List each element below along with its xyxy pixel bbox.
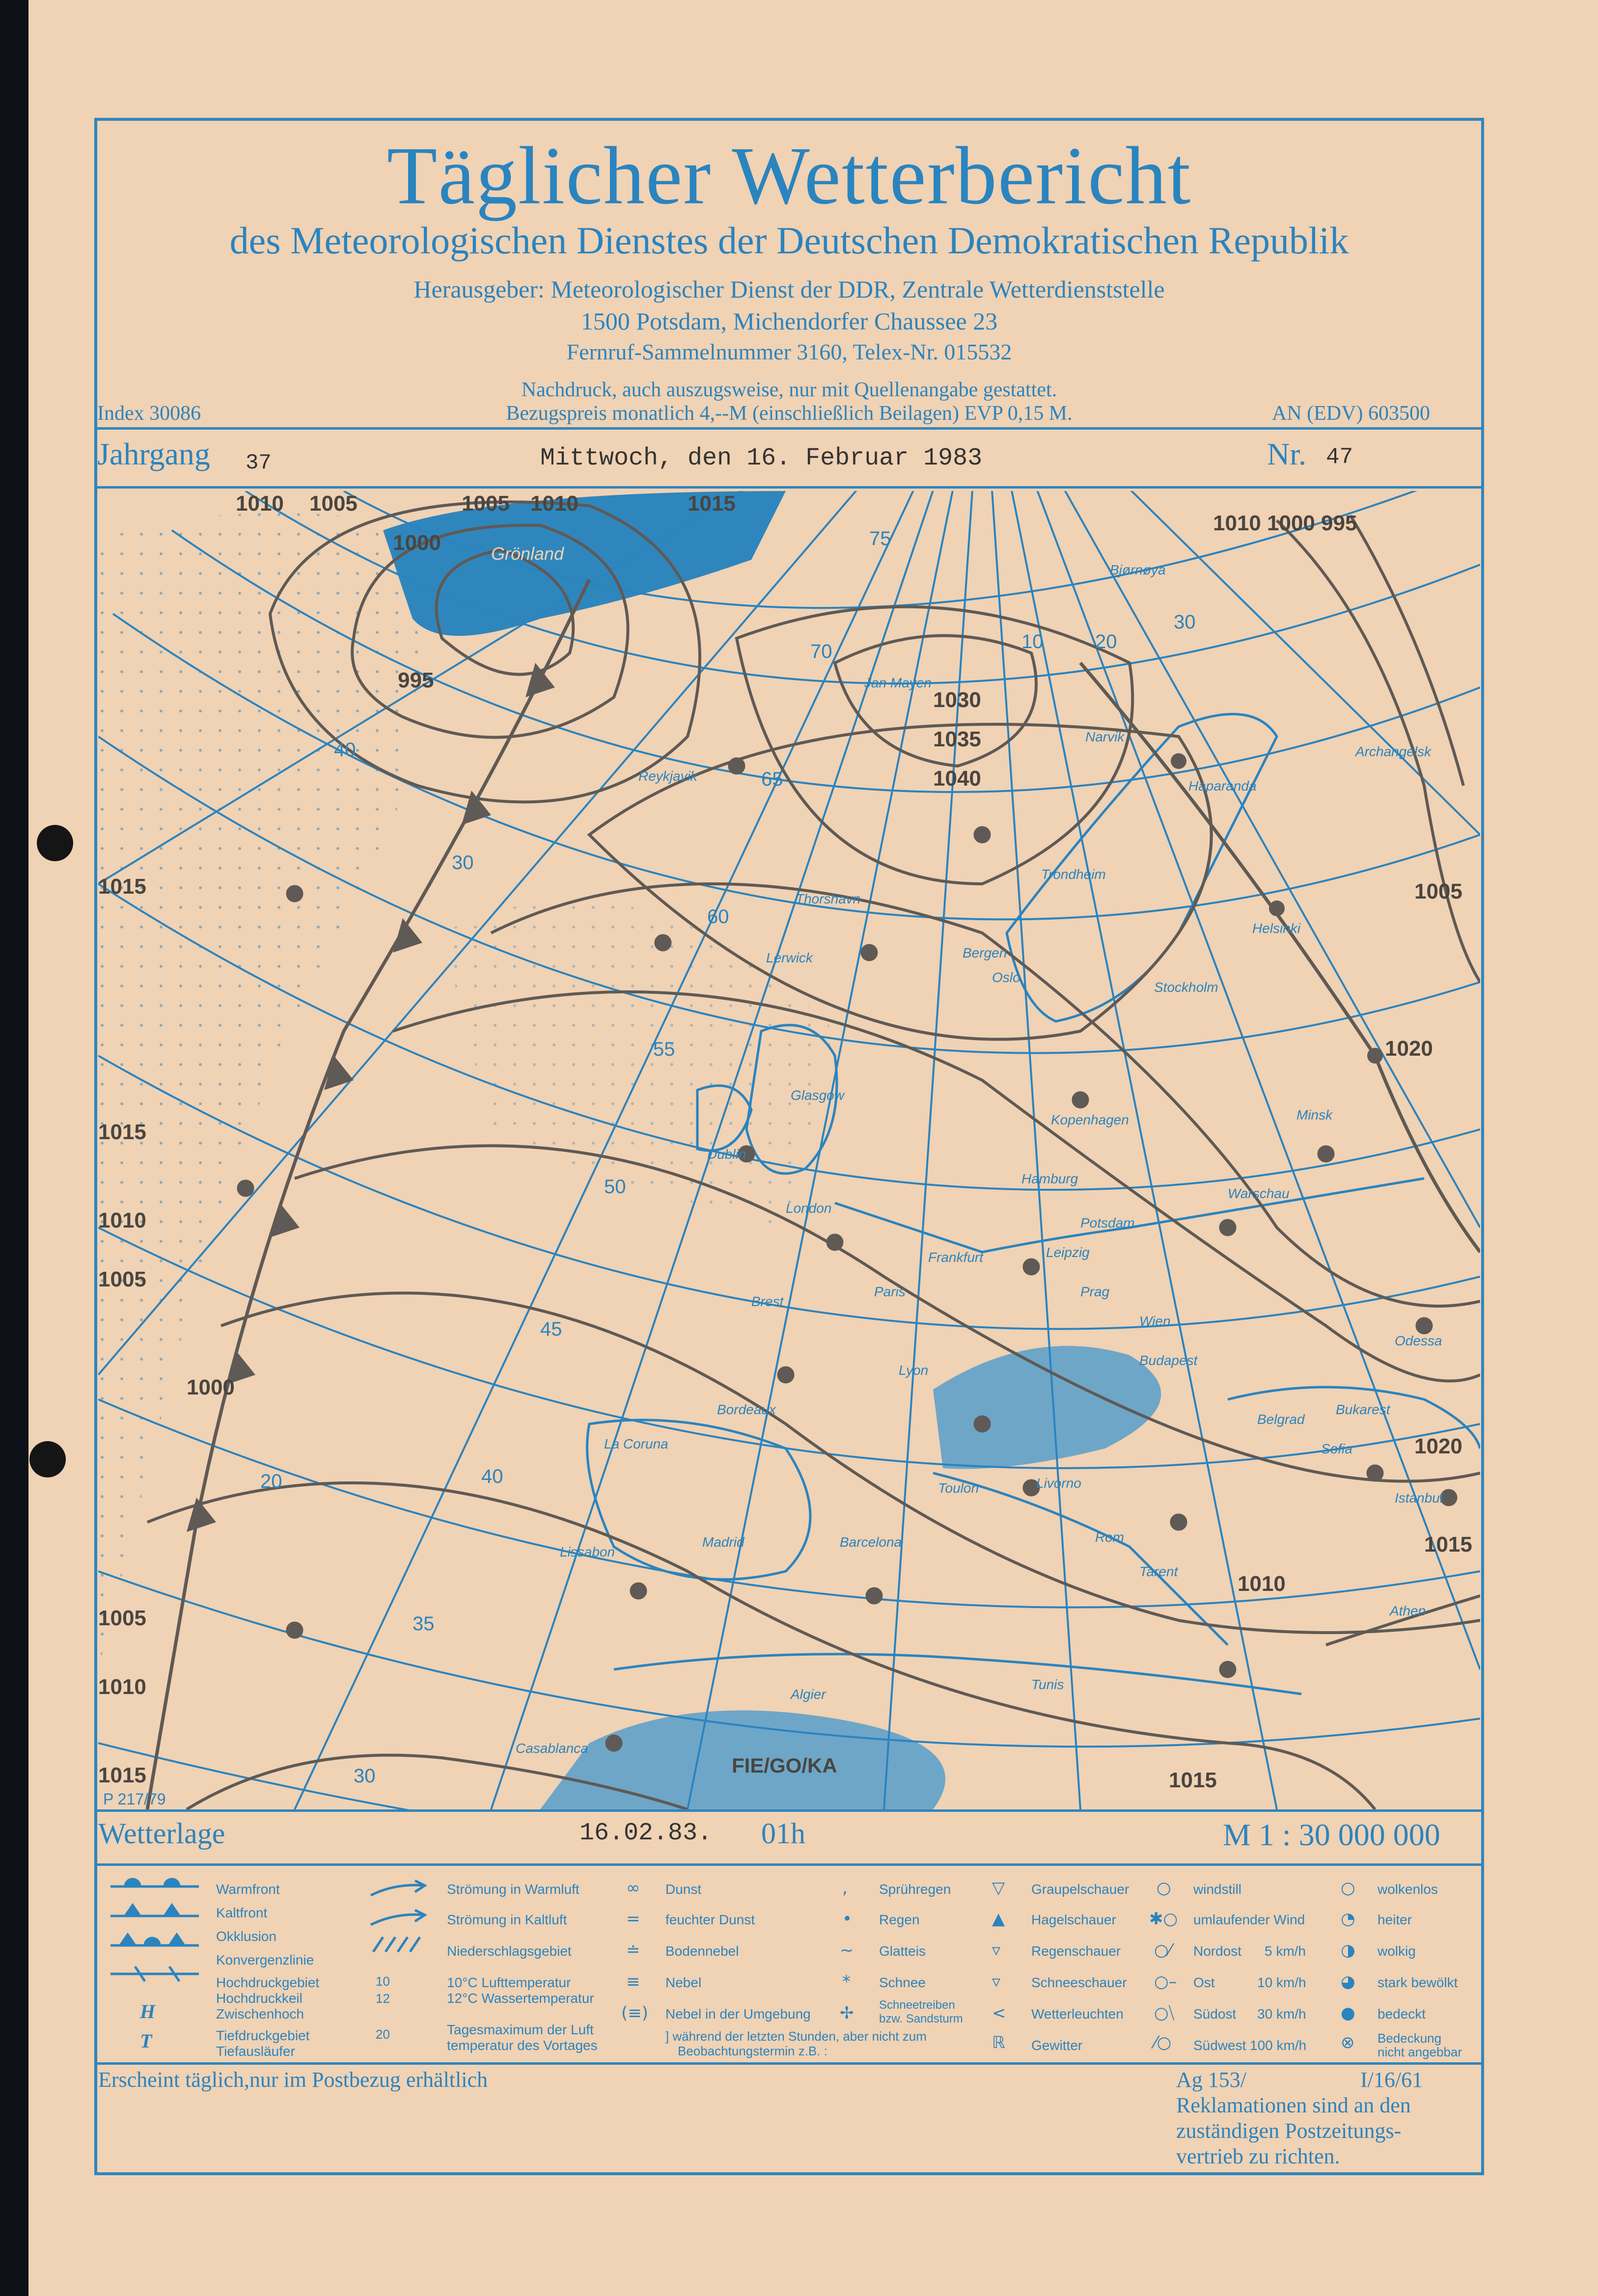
legend-hochdruckkeil: Hochdruckkeil	[216, 1991, 303, 2006]
place-name: Stockholm	[1154, 980, 1218, 995]
place-name: La Coruna	[604, 1436, 668, 1451]
pressure-label: 1005	[98, 1267, 146, 1291]
pressure-label: 1010	[1238, 1572, 1286, 1596]
place-name: Narvik	[1085, 729, 1125, 744]
pressure-label: 1005	[462, 492, 510, 516]
latitude-label: 45	[540, 1318, 562, 1340]
legend-stroemung-warm: Strömung in Warmluft	[447, 1882, 579, 1897]
legend-speed-100: 100 km/h	[1250, 2038, 1307, 2053]
legend-zwischenhoch: Zwischenhoch	[216, 2006, 304, 2022]
legend-niederschlag: Niederschlagsgebiet	[447, 1943, 572, 1959]
place-name: Lissabon	[560, 1544, 615, 1559]
place-name: Oslo	[992, 970, 1020, 985]
phone-line: Fernruf-Sammelnummer 3160, Telex-Nr. 015532	[566, 339, 1012, 364]
umlaufender-wind-icon: ✱○	[1149, 1909, 1178, 1929]
place-name: Lyon	[899, 1363, 929, 1378]
pressure-label: 1015	[688, 492, 736, 516]
gewitter-icon: ℝ	[992, 2033, 1005, 2052]
legend-schnee: Schnee	[879, 1975, 926, 1990]
publication-note: Erscheint täglich,nur im Postbezug erhältlich	[98, 2068, 488, 2092]
place-name: Minsk	[1296, 1107, 1333, 1122]
legend-tagesmaximum-2: temperatur des Vortages	[447, 2038, 598, 2053]
legend-kaltfront: Kaltfront	[216, 1905, 268, 1920]
legend-warmfront: Warmfront	[216, 1882, 280, 1897]
jahrgang-value: 37	[246, 451, 272, 475]
legend-speed-30: 30 km/h	[1257, 2006, 1306, 2022]
place-name: Istanbul	[1395, 1490, 1443, 1505]
pressure-label: 1000	[187, 1375, 235, 1399]
place-name: Athen	[1390, 1603, 1426, 1618]
legend-suedost: Südost	[1193, 2006, 1237, 2022]
place-name: Rom	[1095, 1530, 1125, 1545]
legend-heiter: heiter	[1378, 1912, 1412, 1927]
place-name: Tarent	[1139, 1564, 1178, 1579]
place-name: Barcelona	[840, 1534, 902, 1550]
legend-suedwest: Südwest	[1193, 2038, 1246, 2053]
nebel-icon: ≡	[626, 1972, 640, 1992]
pressure-label: 1015	[1169, 1768, 1217, 1792]
place-name: Bjørnøya	[1110, 562, 1166, 577]
legend-lufttemperatur: 10°C Lufttemperatur	[447, 1975, 571, 1990]
pressure-label: 1000	[1267, 511, 1315, 535]
place-name: Livorno	[1036, 1476, 1081, 1491]
legend-temp-air-symbol: 10	[376, 1974, 390, 1989]
spruehregen-icon: ,	[842, 1878, 848, 1898]
wetterleuchten-icon: <	[992, 2003, 1006, 2023]
place-name: Algier	[791, 1687, 826, 1702]
legend-okklusion: Okklusion	[216, 1929, 276, 1944]
legend-nicht-angebbar: nicht angebbar	[1378, 2045, 1462, 2059]
wetterlage-label: Wetterlage	[98, 1817, 225, 1850]
place-name: Kopenhagen	[1051, 1112, 1129, 1127]
place-name: Hamburg	[1021, 1171, 1078, 1186]
windstill-icon: ○	[1157, 1878, 1171, 1898]
legend-schneeschauer: Schneeschauer	[1031, 1975, 1127, 1990]
legend-stroemung-kalt: Strömung in Kaltluft	[447, 1912, 567, 1927]
legend-wetterleuchten: Wetterleuchten	[1031, 2006, 1124, 2022]
latitude-label: 65	[761, 768, 783, 790]
legend-sandsturm: bzw. Sandsturm	[879, 2012, 963, 2025]
hagelschauer-icon: ▲	[992, 1909, 1005, 1929]
index-number: Index 30086	[97, 402, 201, 425]
legend-tagesmaximum: Tagesmaximum der Luft	[447, 2022, 594, 2037]
place-name: Thorshavn	[796, 891, 861, 906]
pressure-label: 1015	[98, 1120, 146, 1144]
legend-tiefdruckgebiet: Tiefdruckgebiet	[216, 2028, 310, 2043]
feuchter-dunst-icon: =	[626, 1909, 640, 1929]
bodennebel-icon: ≐	[626, 1941, 640, 1960]
divider	[94, 427, 1484, 430]
pressure-label: 1010	[1213, 511, 1261, 535]
pressure-label: 1010	[98, 1675, 146, 1699]
pressure-label: 1020	[1414, 1434, 1462, 1458]
divider	[94, 486, 1484, 489]
legend-bodennebel: Bodennebel	[665, 1943, 739, 1959]
wolkenlos-icon: ○	[1341, 1878, 1355, 1898]
longitude-label: 10	[1021, 631, 1044, 653]
place-name: Tunis	[1031, 1677, 1064, 1692]
legend-windstill: windstill	[1193, 1882, 1242, 1897]
map-scale: M 1 : 30 000 000	[1223, 1817, 1440, 1852]
legend-speed-5: 5 km/h	[1265, 1943, 1306, 1959]
legend-dunst: Dunst	[665, 1882, 702, 1897]
map-date: 16.02.83.	[579, 1819, 713, 1847]
legend-nordost: Nordost	[1193, 1943, 1242, 1959]
glatteis-icon: ~	[840, 1941, 854, 1960]
place-name: Reykjavik	[638, 768, 697, 784]
page-title: Täglicher Wetterbericht	[386, 130, 1192, 221]
legend-graupelschauer: Graupelschauer	[1031, 1882, 1130, 1897]
jahrgang-label: Jahrgang	[97, 437, 210, 471]
place-name: Bordeaux	[717, 1402, 776, 1417]
suedost-wind-icon: ○⧹	[1154, 2003, 1175, 2023]
place-name: London	[786, 1201, 832, 1216]
nordost-wind-icon: ○⁄	[1154, 1941, 1172, 1960]
pressure-label: 1015	[98, 875, 146, 899]
legend-speed-10: 10 km/h	[1257, 1975, 1306, 1990]
legend-spruehregen: Sprühregen	[879, 1882, 951, 1897]
legend-stark-bewoelkt: stark bewölkt	[1378, 1975, 1458, 1990]
issue-date: Mittwoch, den 16. Februar 1983	[540, 444, 983, 472]
latitude-label: 30	[354, 1765, 376, 1787]
legend-tiefauslaeufer: Tiefausläufer	[216, 2044, 295, 2059]
punch-hole	[29, 1441, 66, 1477]
front-bump	[1269, 901, 1285, 916]
legend-tmax-symbol: 20	[376, 2027, 390, 2042]
stark-bewoelkt-icon: ◕	[1341, 1972, 1355, 1992]
divider	[94, 1863, 1484, 1866]
legend-umlaufender-wind: umlaufender Wind	[1193, 1912, 1305, 1927]
legend-nebel-umgebung: Nebel in der Umgebung	[665, 2006, 811, 2022]
bedeckt-icon: ●	[1341, 2003, 1355, 2023]
flow-symbols	[366, 1878, 430, 1957]
pressure-label: 1040	[933, 766, 981, 791]
complaint-line-2: zuständigen Postzeitungs-	[1176, 2119, 1402, 2143]
legend-regenschauer: Regenschauer	[1031, 1943, 1121, 1959]
pressure-label: 1035	[933, 727, 981, 751]
legend-konvergenzlinie: Konvergenzlinie	[216, 1952, 314, 1968]
latitude-label: 35	[413, 1613, 435, 1635]
bedeckung-unbekannt-icon: ⊗	[1341, 2033, 1355, 2052]
legend-schneetreiben: Schneetreiben	[879, 1998, 955, 2012]
place-name: Lerwick	[766, 950, 813, 965]
place-name: Sofia	[1321, 1441, 1352, 1456]
an-number: AN (EDV) 603500	[1272, 402, 1430, 425]
page-subtitle: des Meteorologischen Dienstes der Deutschen Demokratischen Republik	[229, 219, 1349, 262]
legend-temp-water-symbol: 12	[376, 1991, 390, 2006]
longitude-label: 20	[1095, 631, 1117, 653]
dunst-icon: ∞	[626, 1878, 640, 1898]
ag-number: Ag 153/	[1176, 2068, 1246, 2092]
svg-text:T: T	[140, 2030, 152, 2052]
suedwest-wind-icon: ⁄○	[1154, 2033, 1172, 2052]
legend-nebel: Nebel	[665, 1975, 702, 1990]
place-name: Trondheim	[1041, 867, 1106, 882]
legend-ost: Ost	[1193, 1975, 1215, 1990]
pressure-label: 1005	[309, 492, 358, 516]
divider	[94, 1809, 1484, 1812]
place-name: Frankfurt	[928, 1250, 984, 1265]
pressure-label: 1000	[393, 531, 441, 555]
pressure-label: 1015	[1424, 1532, 1472, 1557]
place-name: Grönland	[491, 544, 564, 564]
nr-value: 47	[1326, 444, 1353, 470]
place-name: Glasgow	[791, 1088, 844, 1103]
pressure-label: 1010	[98, 1208, 146, 1232]
schnee-icon: *	[842, 1972, 851, 1992]
place-name: Leipzig	[1046, 1245, 1090, 1260]
regen-icon: •	[842, 1909, 853, 1929]
legend-hochdruckgebiet: Hochdruckgebiet	[216, 1975, 320, 1990]
schneeschauer-icon: ▿	[992, 1972, 1001, 1992]
latitude-label: 60	[707, 906, 729, 928]
place-name: Warschau	[1228, 1186, 1290, 1201]
legend-bedeckt: bedeckt	[1378, 2006, 1426, 2022]
legend-hagelschauer: Hagelschauer	[1031, 1912, 1116, 1927]
place-name: Paris	[874, 1284, 906, 1299]
legend-wolkenlos: wolkenlos	[1378, 1882, 1438, 1897]
pressure-label: 1010	[236, 492, 284, 516]
graupelschauer-icon: ▽	[992, 1878, 1005, 1898]
place-name: Potsdam	[1080, 1215, 1135, 1230]
pressure-label: 1015	[98, 1763, 146, 1787]
legend-note-2: Beobachtungstermin z.B. :	[678, 2044, 827, 2058]
latitude-label: 30	[452, 852, 474, 874]
place-name: Bukarest	[1336, 1402, 1390, 1417]
nr-label: Nr.	[1267, 437, 1306, 471]
place-name: Wien	[1139, 1313, 1171, 1329]
longitude-label: 30	[1174, 611, 1196, 633]
latitude-label: 70	[810, 641, 832, 662]
place-name: Odessa	[1395, 1333, 1442, 1348]
heiter-icon: ◔	[1341, 1909, 1355, 1929]
place-name: Jan Mayen	[864, 675, 932, 690]
address-line: 1500 Potsdam, Michendorfer Chaussee 23	[580, 307, 998, 335]
place-name: Brest	[751, 1294, 784, 1309]
pressure-label: 1030	[933, 688, 981, 712]
front-bump	[1171, 753, 1186, 769]
legend-wolkig: wolkig	[1378, 1943, 1416, 1959]
plate-code: P 217/79	[103, 1790, 166, 1808]
wolkig-icon: ◑	[1341, 1941, 1355, 1960]
front-bump	[1367, 1048, 1383, 1064]
map-time: 01h	[761, 1817, 805, 1850]
nebel-umgebung-icon: (≡)	[621, 2003, 649, 2023]
analyst-stamp: FIE/GO/KA	[732, 1754, 837, 1777]
place-name: Prag	[1080, 1284, 1110, 1299]
place-name: Archangelsk	[1355, 744, 1432, 759]
legend-gewitter: Gewitter	[1031, 2038, 1083, 2053]
latitude-label: 40	[481, 1466, 503, 1487]
legend-note: ] während der letzten Stunden, aber nicht zum	[665, 2029, 927, 2044]
divider	[94, 2062, 1484, 2065]
place-name: Budapest	[1139, 1353, 1198, 1368]
latitude-label: 75	[869, 528, 891, 549]
schneetreiben-icon: ✢	[840, 2003, 854, 2023]
latitude-label: 40	[334, 739, 356, 761]
pressure-label: 1020	[1385, 1037, 1433, 1061]
place-name: Bergen	[963, 945, 1007, 960]
complaint-line-1: Reklamationen sind an den	[1176, 2093, 1411, 2117]
pressure-label: 995	[398, 668, 434, 692]
legend-glatteis: Glatteis	[879, 1943, 926, 1959]
latitude-label: 20	[260, 1471, 282, 1492]
price-note: Bezugspreis monatlich 4,--M (einschließlich Beilagen) EVP 0,15 M.	[506, 402, 1073, 425]
complaint-line-3: vertrieb zu richten.	[1176, 2144, 1340, 2168]
place-name: Helsinki	[1252, 921, 1301, 936]
latitude-label: 50	[604, 1176, 626, 1198]
pressure-label: 995	[1321, 511, 1357, 535]
place-name: Haparanda	[1188, 778, 1257, 793]
legend-regen: Regen	[879, 1912, 920, 1927]
front-symbols	[106, 1876, 204, 2052]
place-name: Casablanca	[516, 1741, 588, 1756]
place-name: Belgrad	[1257, 1412, 1305, 1427]
place-name: Madrid	[702, 1534, 744, 1550]
punch-hole	[37, 825, 73, 861]
place-name: Toulon	[938, 1480, 979, 1496]
legend-wassertemperatur: 12°C Wassertemperatur	[447, 1991, 594, 2006]
svg-text:H: H	[140, 2000, 156, 2023]
pressure-label: 1005	[98, 1606, 146, 1630]
reprint-note: Nachdruck, auch auszugsweise, nur mit Quellenangabe gestattet.	[521, 379, 1057, 401]
legend-feuchter-dunst: feuchter Dunst	[665, 1912, 755, 1927]
pressure-label: 1005	[1414, 879, 1462, 903]
ost-wind-icon: ○–	[1154, 1972, 1177, 1992]
place-name: Dublin	[707, 1147, 746, 1162]
registration-code: I/16/61	[1360, 2068, 1423, 2092]
scanner-edge	[0, 0, 28, 2296]
publisher-line: Herausgeber: Meteorologischer Dienst der DDR, Zentrale Wetterdienststelle	[413, 275, 1165, 303]
latitude-label: 55	[653, 1039, 675, 1060]
legend-bedeckung: Bedeckung	[1378, 2031, 1442, 2046]
pressure-label: 1010	[530, 492, 579, 516]
regenschauer-icon: ▿	[992, 1941, 1001, 1960]
weather-map	[98, 491, 1480, 1809]
